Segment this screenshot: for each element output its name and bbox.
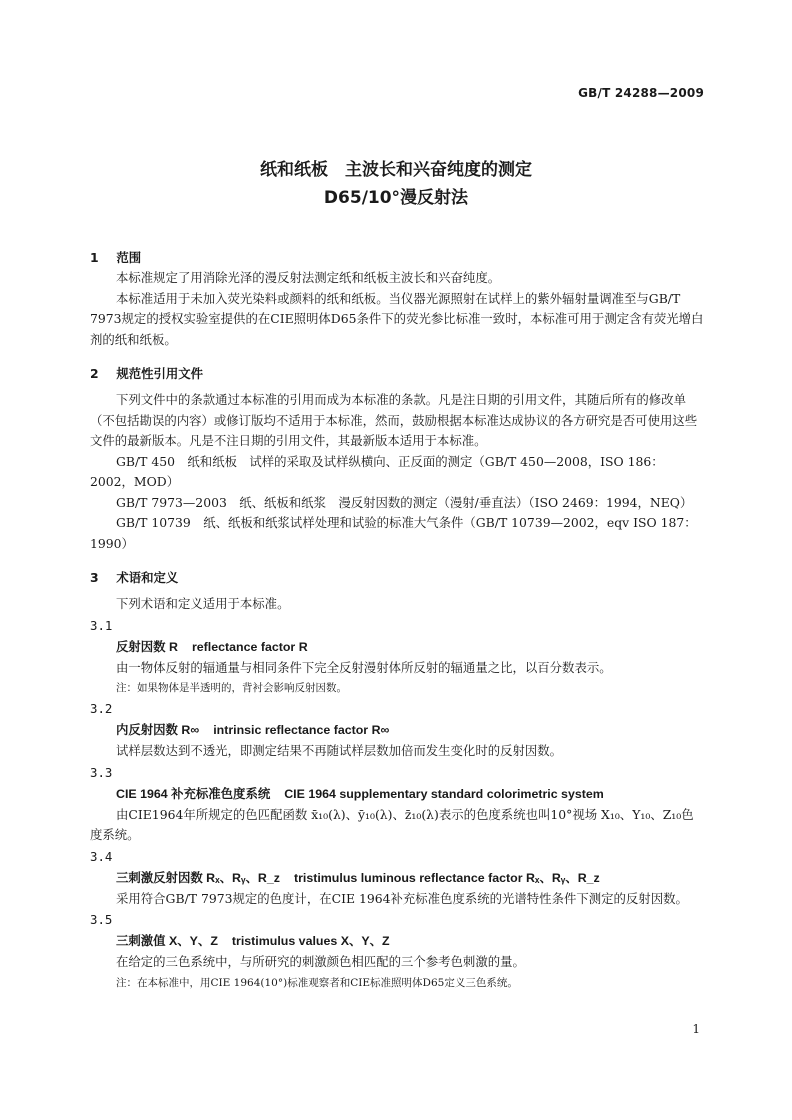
term-entry (90, 719, 706, 741)
term-definition: 由一物体反射的辐通量与相同条件下完全反射漫射体所反射的辐通量之比，以百分数表示。 (116, 659, 612, 675)
term-definition: 采用符合GB/T 7973规定的色度计，在CIE 1964补充标准色度系统的光谱特性条件下测定的反射因数。 (116, 890, 688, 906)
term-chinese: 三刺激反射因数 Rₓ、Rᵧ、R_z (116, 870, 280, 885)
clause-number: 3.5 (90, 912, 113, 927)
term-chinese: 三刺激值 X、Y、Z (116, 934, 218, 948)
paragraph: 本标准适用于未加入荧光染料或颜料的纸和纸板。当仪器光源照射在试样上的紫外辐射量调准至与GB/T 7973规定的授权实验室提供的在CIE照明体D65条件下的荧光参比标准一致时，本标准可用于测定含有荧光增白剂的纸和纸板。 (90, 290, 704, 347)
term-entry (90, 783, 706, 805)
term-english: intrinsic reflectance factor R∞ (213, 723, 390, 737)
clause-number: 3.4 (90, 848, 113, 864)
term-definition: 在给定的三色系统中，与所研究的刺激颜色相匹配的三个参考色刺激的量。 (116, 954, 525, 969)
document-subtitle: D65/10°漫反射法 (323, 188, 469, 208)
section-title: 范围 (116, 250, 142, 265)
page-number: 1 (692, 1022, 700, 1036)
term-english: reflectance factor R (191, 639, 308, 654)
standard-code: GB/T 24288—2009 (578, 86, 704, 100)
term-entry (90, 930, 706, 952)
reference-item: GB/T 10739 纸、纸板和纸浆试样处理和试验的标准大气条件（GB/T 10739—2002，eqv ISO 187：1990） (90, 515, 697, 551)
paragraph: 本标准规定了用消除光泽的漫反射法测定纸和纸板主波长和兴奋纯度。 (116, 270, 501, 285)
term-english: tristimulus values X、Y、Z (231, 934, 390, 948)
term-chinese: 反射因数 R (116, 639, 178, 654)
section-heading-terms-definitions (90, 568, 706, 588)
document-body (90, 248, 706, 993)
section-number: 1 (90, 250, 99, 265)
clause-number: 3.2 (90, 701, 113, 716)
term-definition: 由CIE1964年所规定的色匹配函数 x̄₁₀(λ)、ȳ₁₀(λ)、z̄₁₀(λ)表示的色度系统也叫10°视场 X₁₀、Y₁₀、Z₁₀色度系统。 (90, 806, 694, 842)
section-heading-normative-references (90, 364, 706, 384)
section-title: 规范性引用文件 (116, 366, 204, 381)
document-title: 纸和纸板 主波长和兴奋纯度的测定 (260, 160, 532, 180)
note: 注：如果物体是半透明的，背衬会影响反射因数。 (116, 682, 347, 694)
section-number: 3 (90, 570, 99, 585)
clause-number: 3.1 (90, 617, 113, 633)
term-chinese: CIE 1964 补充标准色度系统 (116, 786, 271, 801)
term-english: tristimulus luminous reflectance factor Rₓ、Rᵧ、R_z (293, 870, 600, 885)
reference-item: GB/T 450 纸和纸板 试样的采取及试样纵横向、正反面的测定（GB/T 450—2008，ISO 186：2002，MOD） (90, 453, 664, 489)
paragraph: 下列术语和定义适用于本标准。 (116, 596, 290, 611)
reference-item: GB/T 7973—2003 纸、纸板和纸浆 漫反射因数的测定（漫射/垂直法）（ISO 2469：1994，NEQ） (116, 494, 693, 510)
section-heading-scope (90, 248, 706, 268)
term-entry (90, 636, 706, 658)
clause-number: 3.3 (90, 764, 113, 780)
term-chinese: 内反射因数 R∞ (116, 723, 200, 737)
note: 注：在本标准中，用CIE 1964(10°)标准观察者和CIE标准照明体D65定义三色系统。 (116, 976, 518, 989)
term-definition: 试样层数达到不透光，即测定结果不再随试样层数加倍而发生变化时的反射因数。 (116, 743, 563, 758)
section-number: 2 (90, 366, 99, 381)
paragraph: 下列文件中的条款通过本标准的引用而成为本标准的条款。凡是注日期的引用文件，其随后所有的修改单（不包括勘误的内容）或修订版均不适用于本标准，然而，鼓励根据本标准达成协议的各方研究是否可使用这些文件的最新版本。凡是不注日期的引用文件，其最新版本适用于本标准。 (90, 392, 698, 448)
section-title: 术语和定义 (116, 570, 179, 585)
term-entry (90, 867, 706, 889)
term-english: CIE 1964 supplementary standard colorimetric system (284, 786, 604, 801)
